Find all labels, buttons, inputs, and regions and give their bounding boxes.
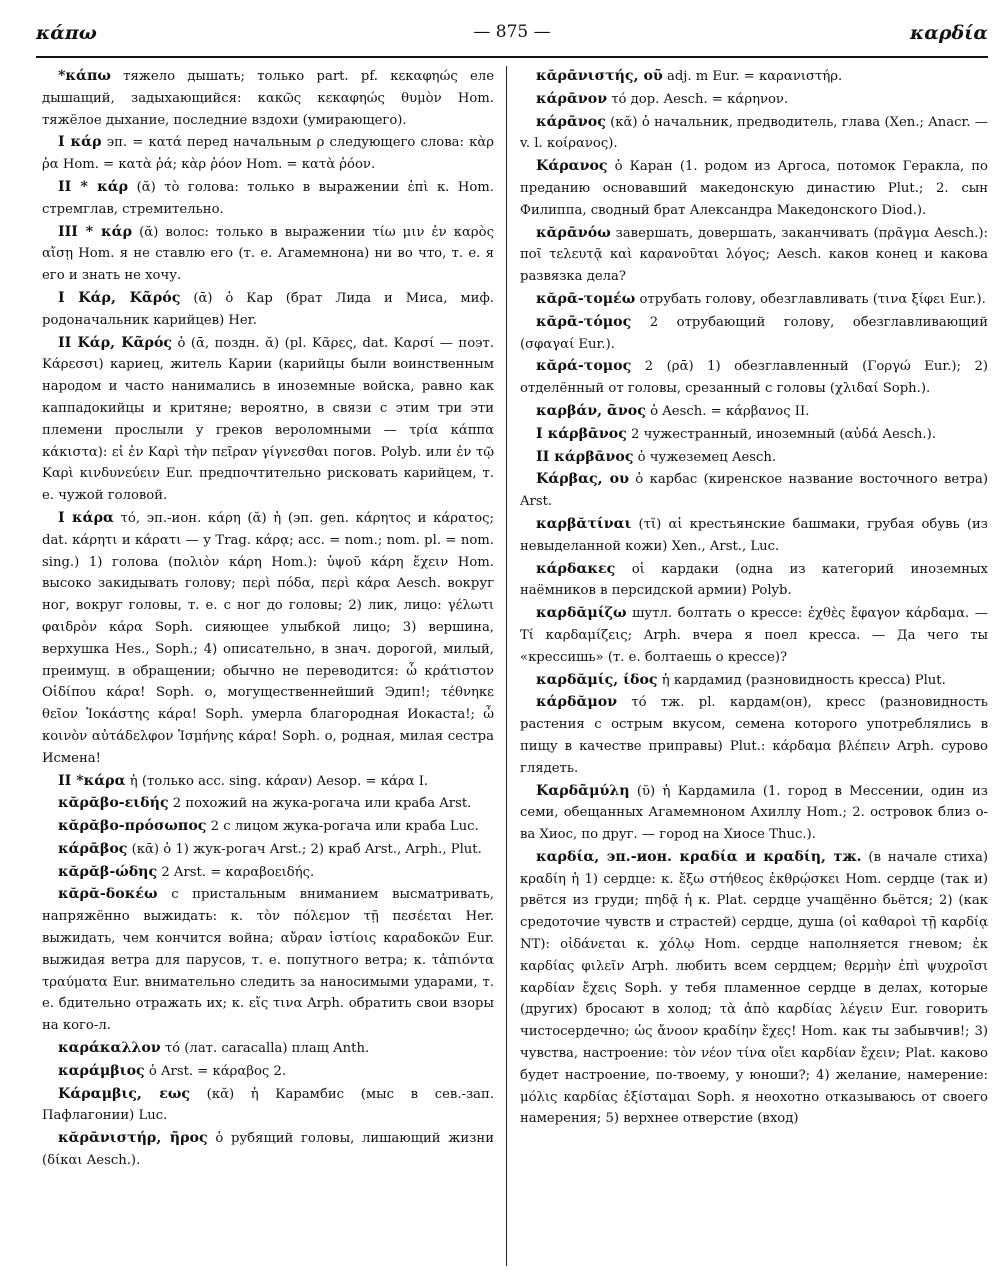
dictionary-entry xyxy=(42,862,494,884)
entry-headword: Κάρβας, ου xyxy=(536,471,629,488)
entry-headword: Κάραμβις, εως xyxy=(58,1085,191,1102)
entry-headword: κᾰρᾱνιστήρ, ῆρος xyxy=(58,1130,208,1147)
dictionary-entry xyxy=(520,559,988,603)
entry-headword: Καρδᾶμύλη xyxy=(536,782,630,799)
entry-definition: ὁ (ᾱ, поздн. ᾰ) (pl. Κᾶρες, dat. Καρσί — поэт. Κάρεσσι) кариец, житель Карии (карийцы были воинственным народом и часто нанимались в иноземные войска, равно как каппадокийцы и критяне; вероятно, в связи с этим три эти племени прослыли у греков вероломными — τρία κάππα κάκιστα): εἰ ἐν Καρὶ τὴν πεῖραν γίγνεσθαι погов. Polyb. или ἐν τῷ Καρὶ κινδυνεύειν Eur. предпочтительно рисковать карийцем, т. е. чужой головой. xyxy=(42,335,494,504)
entry-definition: οἱ кардаки (одна из категорий иноземных наёмников в персидской армии) Polyb. xyxy=(520,561,988,599)
entry-definition: с пристальным вниманием высматривать, напряжённо выжидать: κ. τὸν πόλεμον τῇ πεσέεται Her. выжидать, чем кончится война; αὔραν ἱστίοις καραδοκῶν Eur. выжидая ветра для парусов, т. е. попутного ветра; κ. τἀπιόντα τραύματα Eur. внимательно следить за наносимыми ударами, т. е. бдительно отражать их; κ. εἴς τινα Arph. обратить свои взоры на кого-л. xyxy=(42,887,494,1034)
entry-headword: κᾰρᾰβ-ώδης xyxy=(58,863,158,880)
left-column xyxy=(42,66,494,1276)
entry-headword: II *κάρα xyxy=(58,772,126,789)
entry-definition: ὁ чужеземец Aesch. xyxy=(633,449,777,465)
entry-headword: κᾰρᾰβο-ειδής xyxy=(58,795,169,812)
entry-headword: κᾰρᾱνόω xyxy=(536,224,611,241)
entry-headword: III * κάρ xyxy=(58,223,133,240)
entry-headword: κάρδακες xyxy=(536,560,616,577)
entry-definition: ἡ (только acc. sing. κάραν) Aesop. = κάρα I. xyxy=(125,773,429,789)
entry-headword: κᾰρᾱ-τόμος xyxy=(536,313,632,330)
dictionary-entry xyxy=(520,223,988,288)
dictionary-entry xyxy=(42,771,494,793)
entry-definition: (ῠ) ἡ Кардамила (1. город в Мессении, один из семи, обещанных Агамемноном Ахиллу Hom.; 2. островок близ о-ва Хиос, по друг. — город на Хиосе Thuc.). xyxy=(520,783,988,843)
entry-definition: τό (лат. caracalla) плащ Anth. xyxy=(160,1041,370,1057)
dictionary-entry xyxy=(520,312,988,356)
entry-definition: (κᾱ) ὁ 1) жук-рогач Arst.; 2) краб Arst., Arph., Plut. xyxy=(127,841,482,857)
dictionary-entry xyxy=(42,793,494,815)
entry-definition: τό, эп.-ион. κάρη (ᾰ) ἡ (эп. gen. κάρητος и κάρατος; dat. κάρητι и κάρατι — у Trag. κάρᾳ; acc. = nom.; nom. pl. = nom. sing.) 1) голова (πολιὸν κάρη Hom.): ὑψοῦ κάρη ἔχειν Hom. высоко закидывать голову; περὶ πόδα, περὶ κάρα Aesch. вокруг ног, вокруг головы, т. е. с ног до головы; 2) лик, лицо: γέλωτι φαιδρὸν κάρα Soph. сияющее улыбкой лицо; 3) вершина, верхушка Hes., Soph.; 4) описательно, в знач. дорогой, милый, преимущ. в обращении; обычно не переводится: ὦ κράτιστον Οἰδίπου κάρα! Soph. о, могущественнейший Эдип!; τέθνηκε θεῖον Ἰοκάστης κάρα! Soph. умерла благородная Иокаста!; ὦ κοινὸν αὐτάδελφον Ἰσμήνης κάρα! Soph. о, родная, милая сестра Исмена! xyxy=(42,510,494,766)
entry-headword: καρδία, эп.-ион. κραδία и κραδίη, тж. xyxy=(536,848,862,865)
entry-headword: κᾰρᾰβο-πρόσωπος xyxy=(58,818,207,835)
entry-definition: (в начале стиха) κραδίη ἡ 1) сердце: κ. ἔξω στήθεος ἐκθρῴσκει Hom. сердце (так и) рвётся из груди; πηδᾷ ἡ κ. Plat. сердце учащённо бьётся; 2) (как средоточие чувств и страстей) сердце, душа (οἱ καθαροὶ τῇ καρδίᾳ NT): οἰδάνεται κ. χόλῳ Hom. сердце наполняется гневом; ἐκ καρδίας φιλεῖν Arph. любить всем сердцем; θερμὴν ἐπὶ ψυχροῖσι καρδίαν ἔχεις Soph. у тебя пламенное сердце в делах, которые (других) бросают в холод; τὰ ἀπὸ καρδίας λέγειν Eur. говорить чистосердечно; ὡς ἄνοον κραδίην ἔχες! Hom. как ты забывчив!; 3) чувства, настроение: τὸν νέον τίνα οἴει καρδίαν ἔχειν; Plat. каково будет настроение, по-твоему, у юноши?; 4) желание, намерение: μόλις καρδίας ἐξίσταμαι Soph. я неохотно отказываюсь от своего намерения; 5) верхнее отверстие (вход) xyxy=(520,849,988,1127)
dictionary-entry xyxy=(520,514,988,558)
dictionary-entry xyxy=(520,603,988,668)
entry-definition: (ᾱ) ὁ Кар (брат Лида и Миса, миф. родоначальник карийцев) Her. xyxy=(42,290,494,328)
entry-headword: καρδᾰμίζω xyxy=(536,605,627,622)
entry-headword: κάρᾱνος xyxy=(536,113,606,130)
entry-definition: τό тж. pl. кардам(он), кресс (разновидность растения с острым вкусом, семена которого употреблялись в пищу в качестве приправы) Plut.: κάρδαμα βλέπειν Arph. сурово глядеть. xyxy=(520,695,988,776)
entry-headword: καρβᾰτίναι xyxy=(536,515,632,532)
entry-definition: 2 чужестранный, иноземный (αὐδά Aesch.). xyxy=(626,426,936,442)
page-header xyxy=(36,16,988,58)
dictionary-entry xyxy=(42,1128,494,1172)
entry-headword: I Κάρ, Κᾶρός xyxy=(58,289,181,306)
entry-definition: ὁ Aesch. = κάρβανος II. xyxy=(645,403,810,419)
dictionary-entry xyxy=(42,1038,494,1060)
entry-definition: (ᾰ) волос: только в выражении τίω μιν ἐν καρὸς αἴσῃ Hom. я не ставлю его (т. е. Агамемнона) ни во что, т. е. я его и знать не хочу. xyxy=(42,224,494,284)
entry-headword: καράκαλλον xyxy=(58,1040,161,1057)
dictionary-entry xyxy=(520,89,988,111)
dictionary-entry xyxy=(520,112,988,156)
entry-definition: 2 (ρᾱ) 1) обезглавленный (Γοργώ Eur.); 2) отделённый от головы, срезанный с головы (χλιδαί Soph.). xyxy=(520,359,988,397)
entry-definition: (κᾰ) ἡ Карамбис (мыс в сев.-зап. Пафлагонии) Luc. xyxy=(42,1086,494,1124)
entry-headword: κάρδᾰμον xyxy=(536,694,618,711)
entry-headword: II κάρβᾱνος xyxy=(536,448,634,465)
dictionary-entry xyxy=(42,839,494,861)
entry-headword: κᾰρᾱ-τομέω xyxy=(536,290,636,307)
entry-definition: шутл. болтать о крессе: ἐχθὲς ἔφαγον κάρδαμα. — Τί καρδαμίζεις; Arph. вчера я поел кресса. — Да чего ты «крессишь» (т. е. болтаешь о крессе)? xyxy=(520,606,988,665)
entry-definition: эп. = κατά перед начальным ρ следующего слова: κὰρ ῥα Hom. = κατὰ ῥά; κὰρ ῥόον Hom. = κατὰ ῥόον. xyxy=(42,135,494,173)
dictionary-entry xyxy=(42,333,494,507)
entry-definition: τό дор. Aesch. = κάρηνον. xyxy=(607,91,789,107)
right-column xyxy=(520,66,988,1276)
entry-headword: I κάρ xyxy=(58,134,102,151)
dictionary-entry xyxy=(520,356,988,400)
header-left-guide-word: κάπω xyxy=(36,22,97,44)
entry-headword: κᾰρᾱνιστής, οῦ xyxy=(536,68,663,84)
dictionary-entry xyxy=(42,884,494,1037)
entry-headword: καρδᾰμίς, ίδος xyxy=(536,671,658,688)
entry-definition: ὁ рубящий головы, лишающий жизни (δίκαι Aesch.). xyxy=(42,1131,494,1169)
dictionary-entry xyxy=(520,289,988,311)
entry-headword: κάρᾱνον xyxy=(536,90,608,107)
entry-headword: κᾰρά-τομος xyxy=(536,358,632,375)
dictionary-entry xyxy=(520,847,988,1130)
entry-definition: ὁ Arst. = κάραβος 2. xyxy=(144,1063,287,1079)
entry-headword: καρβάν, ᾶνος xyxy=(536,402,646,419)
entry-headword: I κάρα xyxy=(58,509,114,526)
dictionary-entry xyxy=(42,816,494,838)
column-divider xyxy=(506,66,507,1266)
entry-definition: (τῐ) αἱ крестьянские башмаки, грубая обувь (из невыделанной кожи) Xen., Arst., Luc. xyxy=(520,516,988,554)
dictionary-entry xyxy=(42,1084,494,1128)
page-number: — 875 — xyxy=(473,22,551,42)
dictionary-entry xyxy=(42,177,494,221)
dictionary-entry xyxy=(520,424,988,446)
entry-definition: тяжело дышать; только part. pf. κεκαφηώς еле дышащий, задыхающийся: κακῶς κεκαφηώς θυμὸν Hom. тяжёлое дыхание, последние вздохи (умирающего). xyxy=(42,69,494,128)
dictionary-entry xyxy=(520,692,988,779)
dictionary-entry xyxy=(520,670,988,692)
entry-headword: κάρᾱβος xyxy=(58,840,128,857)
entry-headword: καράμβιος xyxy=(58,1062,145,1079)
entry-headword: Κάρανος xyxy=(536,158,608,175)
entry-definition: завершать, довершать, заканчивать (πρᾶγμα Aesch.): ποῖ τελευτᾷ καὶ καρανοῦται λόγος; Aesch. каков конец и какова развязка дела? xyxy=(520,225,988,285)
entry-definition: ὁ Каран (1. родом из Аргоса, потомок Геракла, по преданию основавший македонскую династию Plut.; 2. сын Филиппа, сводный брат Александра Македонского Diod.). xyxy=(520,159,988,218)
entry-definition: отрубать голову, обезглавливать (τινα ξίφει Eur.). xyxy=(635,291,986,307)
dictionary-entry xyxy=(42,132,494,176)
dictionary-entry xyxy=(520,447,988,469)
entry-definition: ἡ кардамид (разновидность кресса) Plut. xyxy=(657,672,946,688)
entry-definition: (ᾰ) τὸ голова: только в выражении ἐπὶ κ. Hom. стремглав, стремительно. xyxy=(42,179,494,217)
dictionary-entry xyxy=(42,1061,494,1083)
entry-definition: 2 Arst. = καραβοειδής. xyxy=(157,864,315,880)
dictionary-entry xyxy=(520,781,988,846)
entry-headword: I κάρβᾱνος xyxy=(536,425,627,442)
entry-definition: (κᾰ) ὁ начальник, предводитель, глава (Xen.; Anacr. — v. l. κοίρανος). xyxy=(520,114,988,152)
entry-definition: 2 похожий на жука-рогача или краба Arst. xyxy=(168,796,472,812)
entry-headword: II * κάρ xyxy=(58,178,129,195)
entry-headword: κᾰρᾰ-δοκέω xyxy=(58,886,158,903)
entry-definition: adj. m Eur. = καρανιστήρ. xyxy=(662,69,843,84)
dictionary-entry xyxy=(42,288,494,332)
dictionary-entry xyxy=(520,401,988,423)
dictionary-entry xyxy=(42,66,494,131)
header-right-guide-word: καρδία xyxy=(910,22,988,44)
dictionary-entry xyxy=(42,222,494,287)
dictionary-entry xyxy=(520,66,988,88)
entry-headword: II Κάρ, Κᾶρός xyxy=(58,334,173,351)
entry-definition: 2 отрубающий голову, обезглавливающий (σφαγαί Eur.). xyxy=(520,314,988,352)
entry-definition: ὁ карбас (киренское название восточного ветра) Arst. xyxy=(520,472,988,510)
entry-definition: 2 с лицом жука-рогача или краба Luc. xyxy=(206,819,479,835)
dictionary-entry xyxy=(520,156,988,221)
dictionary-entry xyxy=(520,469,988,513)
dictionary-entry xyxy=(42,508,494,770)
entry-headword: *κάπω xyxy=(58,68,111,84)
